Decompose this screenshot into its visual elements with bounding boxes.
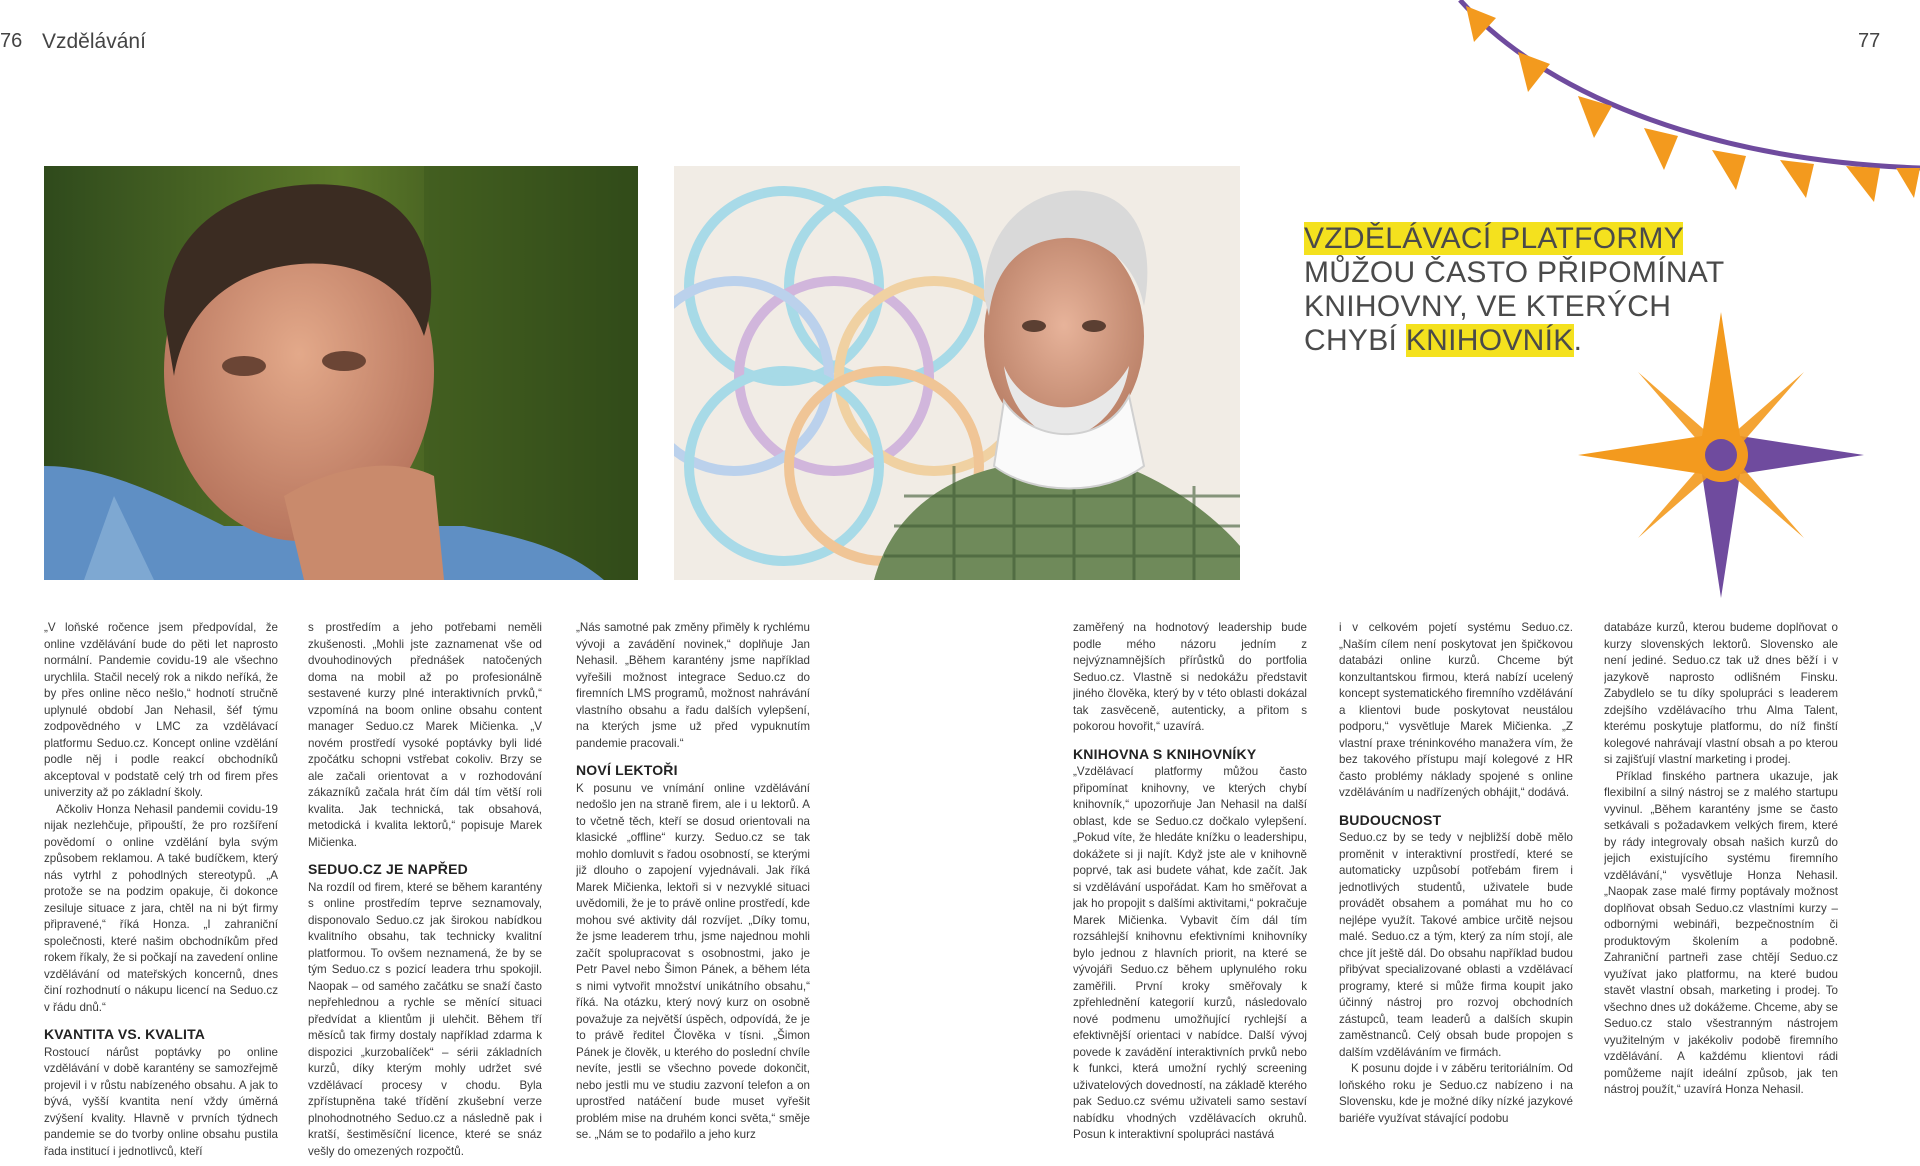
pull-quote-end: .: [1573, 324, 1583, 357]
paragraph: Na rozdíl od firem, které se během karantény s online prostředím teprve seznamovaly, disponovalo Seduo.cz jak širokou nabídkou kvalitního obsahu, tak technicky kvalitní platformou. To ovšem neznamená, že by se tým Seduo.cz s pozicí leadera trhu spokojil. Naopak – od samého začátku se snaží často nepřehlednou a rychle se měnící situaci předvídat a klientům ji ulehčit. Během tří měsíců tak firmy dostaly například zdarma k dispozici „kurzobalíček“ – sérii základních kurzů, díky kterým mohly udržet své vzdělávací procesy v chodu. Byla zpřístupněna také třídění zkušební verze plnohodnotného Seduo.cz a následně pak i kratší, šestiměsíční licence, které se snáz vešly do omezených rozpočtů.: [308, 880, 542, 1158]
paragraph: K posunu dojde i v záběru teritoriálním. Od loňského roku je Seduo.cz nabízeno i na Slovensku, kde je možné díky nízké jazykové bariéře využívat stávající podobu: [1339, 1062, 1573, 1125]
subheading: SEDUO.CZ JE NAPŘED: [308, 861, 468, 877]
paragraph: „Nás samotné pak změny přiměly k rychlému vývoji a zavádění novinek,“ doplňuje Jan Nehasil. „Během karantény jsme například vyřešili možnost integrace Seduo.cz do firemních LMS programů, možnost nahrávání vlastního obsahu a řadu dalších vylepšení, na kterých jsme už před vypuknutím pandemie pracovali.“: [576, 621, 810, 750]
paragraph: „V loňské ročence jsem předpovídal, že online vzdělávání bude do pěti let naprosto normální. Pandemie covidu-19 ale všechno urychlila. Stačil necelý rok a nikdo neříká, že by přes online něco nešlo,“ hodnotí stručně uplynulé období Jan Nehasil, šéf týmu zodpovědného v LMC za vzdělávací platformu Seduo.cz. Koncept online vzdělání podle něj i podle reakcí obchodníků akceptoval v podstatě celý trh od firem přes univerzity až po základní školy.: [44, 621, 278, 799]
page-number-right: 77: [1858, 30, 1881, 52]
paragraph: i v celkovém pojetí systému Seduo.cz. „Naším cílem není poskytovat jen špičkovou databázi online kurzů. Chceme být konzultantskou firmou, která nabízí ucelený koncept systematického firemního vzdělávání a klientovi bude poskytovat neustálou podporu,“ vysvětluje Marek Mičienka. „Z vlastní praxe tréninkového manažera vím, že bez takového přístupu mají kolegové z HR často problémy náklady spojené s online vzděláváním u nadřízených obhájit,“ dodává.: [1339, 621, 1573, 799]
pull-quote-highlight-1: VZDĚLÁVACÍ PLATFORMY: [1304, 222, 1684, 255]
compass-star-icon: [1578, 312, 1864, 598]
pull-quote-text: MŮŽOU ČASTO PŘIPOMÍNAT KNIHOVNY, VE KTERÝCH CHYBÍ: [1304, 256, 1724, 357]
text-column-1: [44, 620, 278, 1166]
pull-quote-highlight-2: KNIHOVNÍK: [1405, 324, 1574, 357]
paragraph: Seduo.cz by se tedy v nejbližší době mělo proměnit v interaktivní prostředí, které se automaticky uzpůsobí potřebám firem i jednotlivých studentů, uživatele bude provádět obsahem a pomáhat mu ho co nejlépe využít. Takové ambice určitě nejsou malé. Seduo.cz a tým, který za ním stojí, ale chce jít ještě dál. Do obsahu například budou přibývat specializované oblasti a vzdělávací programy, které si může firma koupit jako účinný nástroj pro rozvoj obchodních zástupců, team leaderů a dalších skupin zaměstnanců. Celý obsah bude propojen s dalším vzděláváním ve firmách.: [1339, 831, 1573, 1059]
text-column-3: [576, 620, 810, 1166]
text-column-4: [1073, 620, 1307, 1166]
bunting-decoration: [1450, 0, 1920, 220]
section-title: Vzdělávání: [42, 30, 146, 53]
text-column-2: [308, 620, 542, 1166]
page-number-left: 76: [0, 30, 23, 52]
paragraph: Ačkoliv Honza Nehasil pandemii covidu-19 nijak nezlehčuje, připouští, že pro rozšíření povědomí o online vzdělání byla svým způsobem reklamou. A také budíčkem, který nás vytrhl z pohodlných stereotypů. „A protože se na podzim opakuje, či dokonce zesiluje situace z jara, chtěl na ni být firmy připravené,“ říká Honza. „I zahraniční společnosti, které našim obchodníkům před rokem říkaly, že si počkají na zavedení online vzdělávání od mateřských koncernů, dnes činí rozhodnutí o nákupu licencí na Seduo.cz v řádu dnů.“: [44, 802, 278, 1014]
text-column-6: [1604, 620, 1838, 1166]
paragraph: zaměřený na hodnotový leadership bude podle mého názoru jedním z nejvýznamnějších přírůstků do portfolia Seduo.cz. Vlastně si nedokážu představit jiného člověka, který by v této oblasti dokázal tak zasvěceně, autenticky, a přitom s pokorou hovořit,“ uzavírá.: [1073, 621, 1307, 733]
subheading: BUDOUCNOST: [1339, 811, 1442, 828]
paragraph: „Vzdělávací platformy můžou často připomínat knihovny, ve kterých chybí knihovník,“ upozorňuje Jan Nehasil na další oblast, kde se Seduo.cz dočkalo vylepšení. „Pokud víte, že hledáte knížku o leadershipu, dokážete si ji najít. Když jste ale v knihovně poprvé, tak asi budete váhat, kde začít. Jak si vzdělávání uspořádat. Kam ho směřovat a jak ho propojit s dalšími aktivitami,“ pokračuje Marek Mičienka. Vybavit čím dál tím rozsáhlejší knihovnu efektivními knihovníky bylo jednou z hlavních priorit, na které se vývojáři Seduo.cz během uplynulého roku zaměřili. První kroky směřovaly k zpřehlednění kategorií kurzů, následovalo nové podmenu umožňující rychlejší a efektivnější orientaci v nabídce. Další vývoj povede k zavádění interaktivních prvků nebo k funkci, která umožní rychlý screening uživatelových dovedností, na základě kterého pak Seduo.cz svému uživateli samo sestaví nabídku vhodných vzdělávacích okruhů. Posun k interaktivní spolupráci nastává: [1073, 765, 1307, 1141]
subheading: KNIHOVNA S KNIHOVNÍKY: [1073, 745, 1257, 762]
subheading: NOVÍ LEKTOŘI: [576, 762, 678, 778]
portrait-photo-icon: [674, 166, 1240, 580]
paragraph: K posunu ve vnímání online vzdělávání nedošlo jen na straně firem, ale i u lektorů. A to včetně těch, kteří se dosud orientovali na klasické „offline“ kurzy. Seduo.cz se tak mohlo domluvit s řadou osobností, se kterými již dlouho o zapojení vyjednávali. Jak říká Marek Mičienka, lektoři si v nezvyklé situaci uvědomili, že je to právě online prostředí, kde mohou své aktivity dál rozvíjet. „Díky tomu, že jsme leaderem trhu, jsme najednou mohli začít spolupracovat s osobnostmi, jako je Petr Pavel nebo Šimon Pánek, a během léta s nimi vytvořit množství unikátního obsahu,“ říká. Na otázku, který nový kurz on osobně považuje za největší úspěch, odpovídá, že je to právě ředitel Člověka v tísni. „Šimon Pánek je člověk, u kterého do poslední chvíle nevíte, jestli se všechno povede dokončit, nebo jestli mu ve studiu zazvoní telefon a on uprostřed natáčení bude muset vyřešit problém mise na druhém konci světa,“ směje se. „Nám se to podařilo a jeho kurz: [576, 781, 810, 1141]
paragraph: s prostředím a jeho potřebami neměli zkušenosti. „Mohli jste zaznamenat vše od dvouhodinových přednášek natočených doma na mobil až po profesionálně sestavené kurzy plné interaktivních prvků,“ vzpomíná na boom online obsahu content manager Seduo.cz Marek Mičienka. „V novém prostředí vysoké poptávky byli lidé zpočátku schopni vstřebat cokoliv. Brzy se ale začali orientovat a v rozhodování zákazníků začala hrát čím dál tím větší roli kvalita. Jak technická, tak obsahová, metodická i kvalita lektorů,“ popisuje Marek Mičienka.: [308, 621, 542, 849]
man-with-mask-photo: [674, 166, 1240, 580]
text-column-5: [1339, 620, 1573, 1166]
portrait-photo-icon: [44, 166, 638, 580]
subheading: KVANTITA VS. KVALITA: [44, 1026, 206, 1042]
paragraph: databáze kurzů, kterou budeme doplňovat o kurzy slovenských lektorů. Slovensko ale není jediné. Seduo.cz tak už dnes běží i v jazykově naprosto odlišném Finsku. Zabydlelo se tu díky spolupráci s leaderem zdejšího vzdělávacího trhu Alma Talent, kterému poskytuje platformu, do níž finští kolegové nahrávají vlastní obsah a po kterou si zajišťují vlastní marketing i prodej.: [1604, 621, 1838, 766]
paragraph: Příklad finského partnera ukazuje, jak flexibilní a silný nástroj se z malého startupu vyvinul. „Během karantény jsme se často setkávali s požadavkem velkých firem, které by rády integrovaly obsah našich kurzů do jejich existujícího systému firemního vzdělávání,“ vysvětluje Honza Nehasil. „Naopak zase malé firmy poptávaly možnost doplňovat obsah Seduo.cz vlastními kurzy – odbornými webináři, bezpečnostním či produktovým školením a podobně. Zahraniční partneři zase chtějí Seduo.cz využívat jako platformu, na které budou stavět vlastní obsah, marketing i prodej. To všechno dnes už dokážeme. Chceme, aby se Seduo.cz stalo všestranným nástrojem využitelným v jakékoliv podobě firemního vzdělávání. A každému klientovi rádi pomůžeme najít ideální způsob, jak ten nástroj použít,“ uzavírá Honza Nehasil.: [1604, 769, 1838, 1096]
man-thinking-photo: [44, 166, 638, 580]
paragraph: Rostoucí nárůst poptávky po online vzdělávání v době karantény se samozřejmě projevil i v růstu nabízeného obsahu. A jak to bývá, vyšší kvantita není vždy úměrná zvýšení kvality. Hlavně v prvních týdnech pandemie se do tvorby online obsahu pustila řada institucí i jednotlivců, kteří: [44, 1045, 278, 1158]
